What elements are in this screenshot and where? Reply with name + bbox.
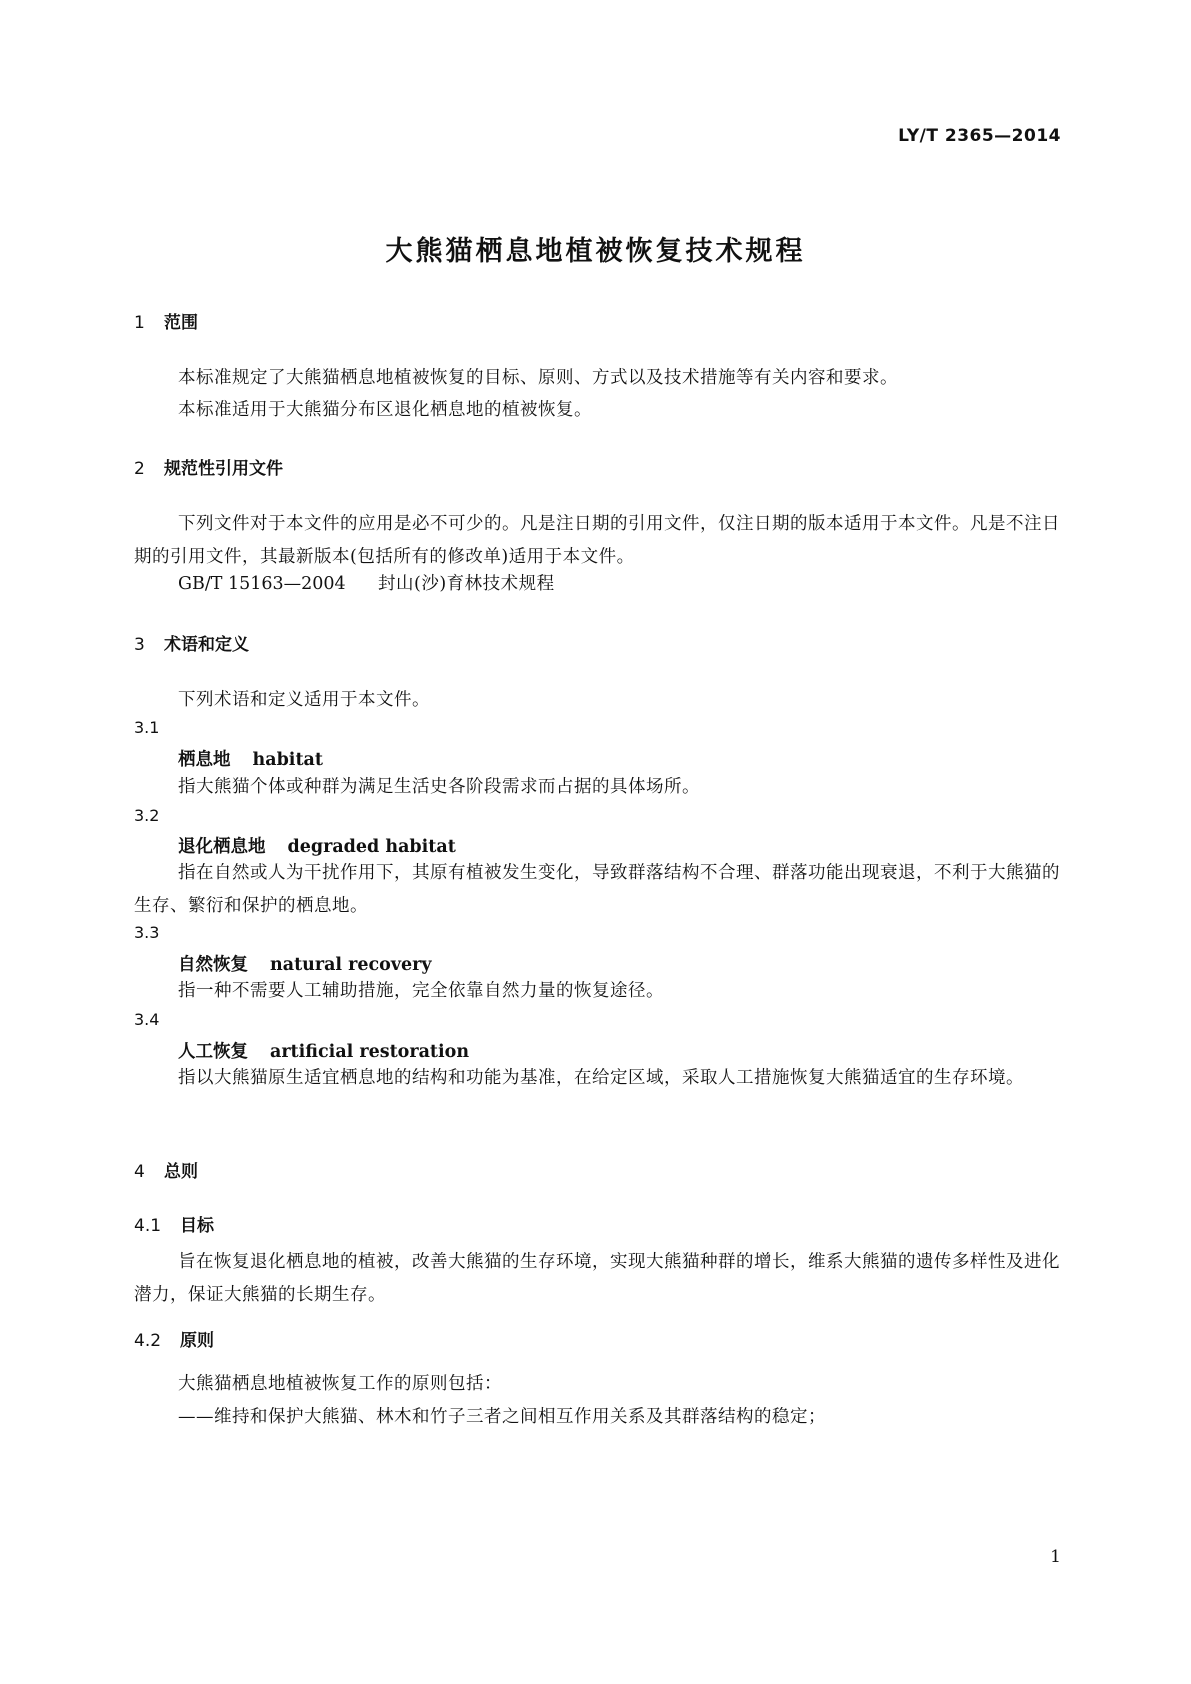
term-en: natural recovery bbox=[270, 955, 432, 975]
term-zh: 自然恢复 bbox=[178, 955, 248, 975]
term-heading bbox=[178, 1038, 469, 1063]
section-2-heading bbox=[134, 454, 283, 479]
subsection-4-1-heading bbox=[134, 1211, 214, 1236]
term-heading bbox=[178, 746, 323, 771]
reference-title: 封山(沙)育林技术规程 bbox=[378, 574, 555, 594]
subsection-title: 原则 bbox=[180, 1331, 214, 1351]
term-number: 3.3 bbox=[134, 923, 160, 942]
term-number: 3.2 bbox=[134, 806, 160, 825]
term-heading bbox=[178, 951, 432, 976]
section-title: 总则 bbox=[164, 1162, 198, 1182]
term-zh: 人工恢复 bbox=[178, 1042, 248, 1062]
principle-list-item: ——维持和保护大熊猫、林木和竹子三者之间相互作用关系及其群落结构的稳定； bbox=[178, 1407, 826, 1427]
subsection-4-2-intro: 大熊猫栖息地植被恢复工作的原则包括： bbox=[178, 1374, 502, 1394]
term-zh: 退化栖息地 bbox=[178, 837, 266, 857]
term-number: 3.4 bbox=[134, 1010, 160, 1029]
term-definition: 指一种不需要人工辅助措施，完全依靠自然力量的恢复途径。 bbox=[178, 981, 664, 1001]
section-number: 4 bbox=[134, 1162, 145, 1182]
section-title: 规范性引用文件 bbox=[164, 459, 283, 479]
document-title: 大熊猫栖息地植被恢复技术规程 bbox=[385, 236, 806, 267]
term-definition: 指在自然或人为干扰作用下，其原有植被发生变化，导致群落结构不合理、群落功能出现衰退，不利于大熊猫的生存、繁衍和保护的栖息地。 bbox=[134, 863, 1060, 916]
subsection-4-2-heading bbox=[134, 1326, 214, 1351]
term-definition: 指以大熊猫原生适宜栖息地的结构和功能为基准，在给定区域，采取人工措施恢复大熊猫适宜的生存环境。 bbox=[178, 1068, 1024, 1088]
term-number: 3.1 bbox=[134, 718, 160, 737]
normative-reference bbox=[178, 570, 555, 595]
section-title: 范围 bbox=[164, 313, 198, 333]
standard-code: LY/T 2365—2014 bbox=[898, 126, 1061, 146]
reference-code: GB/T 15163—2004 bbox=[178, 574, 346, 594]
section-4-heading bbox=[134, 1157, 198, 1182]
section-1-paragraph-2: 本标准适用于大熊猫分布区退化栖息地的植被恢复。 bbox=[178, 400, 592, 420]
section-1-heading bbox=[134, 308, 198, 333]
section-number: 3 bbox=[134, 635, 145, 655]
term-zh: 栖息地 bbox=[178, 750, 231, 770]
section-number: 2 bbox=[134, 459, 145, 479]
term-heading bbox=[178, 833, 456, 858]
subsection-number: 4.2 bbox=[134, 1331, 162, 1351]
subsection-title: 目标 bbox=[180, 1216, 214, 1236]
section-1-paragraph-1: 本标准规定了大熊猫栖息地植被恢复的目标、原则、方式以及技术措施等有关内容和要求。 bbox=[178, 368, 898, 388]
section-3-heading bbox=[134, 630, 249, 655]
section-2-paragraph: 下列文件对于本文件的应用是必不可少的。凡是注日期的引用文件，仅注日期的版本适用于本文件。凡是不注日期的引用文件，其最新版本(包括所有的修改单)适用于本文件。 bbox=[134, 514, 1060, 567]
section-3-intro: 下列术语和定义适用于本文件。 bbox=[178, 690, 430, 710]
term-en: artificial restoration bbox=[270, 1042, 470, 1062]
term-definition: 指大熊猫个体或种群为满足生活史各阶段需求而占据的具体场所。 bbox=[178, 777, 700, 797]
subsection-number: 4.1 bbox=[134, 1216, 162, 1236]
subsection-4-1-paragraph: 旨在恢复退化栖息地的植被，改善大熊猫的生存环境，实现大熊猫种群的增长，维系大熊猫的遗传多样性及进化潜力，保证大熊猫的长期生存。 bbox=[134, 1252, 1060, 1305]
page-number: 1 bbox=[1050, 1547, 1061, 1567]
section-number: 1 bbox=[134, 313, 145, 333]
term-en: degraded habitat bbox=[287, 837, 456, 857]
section-title: 术语和定义 bbox=[164, 635, 249, 655]
term-en: habitat bbox=[252, 750, 323, 770]
